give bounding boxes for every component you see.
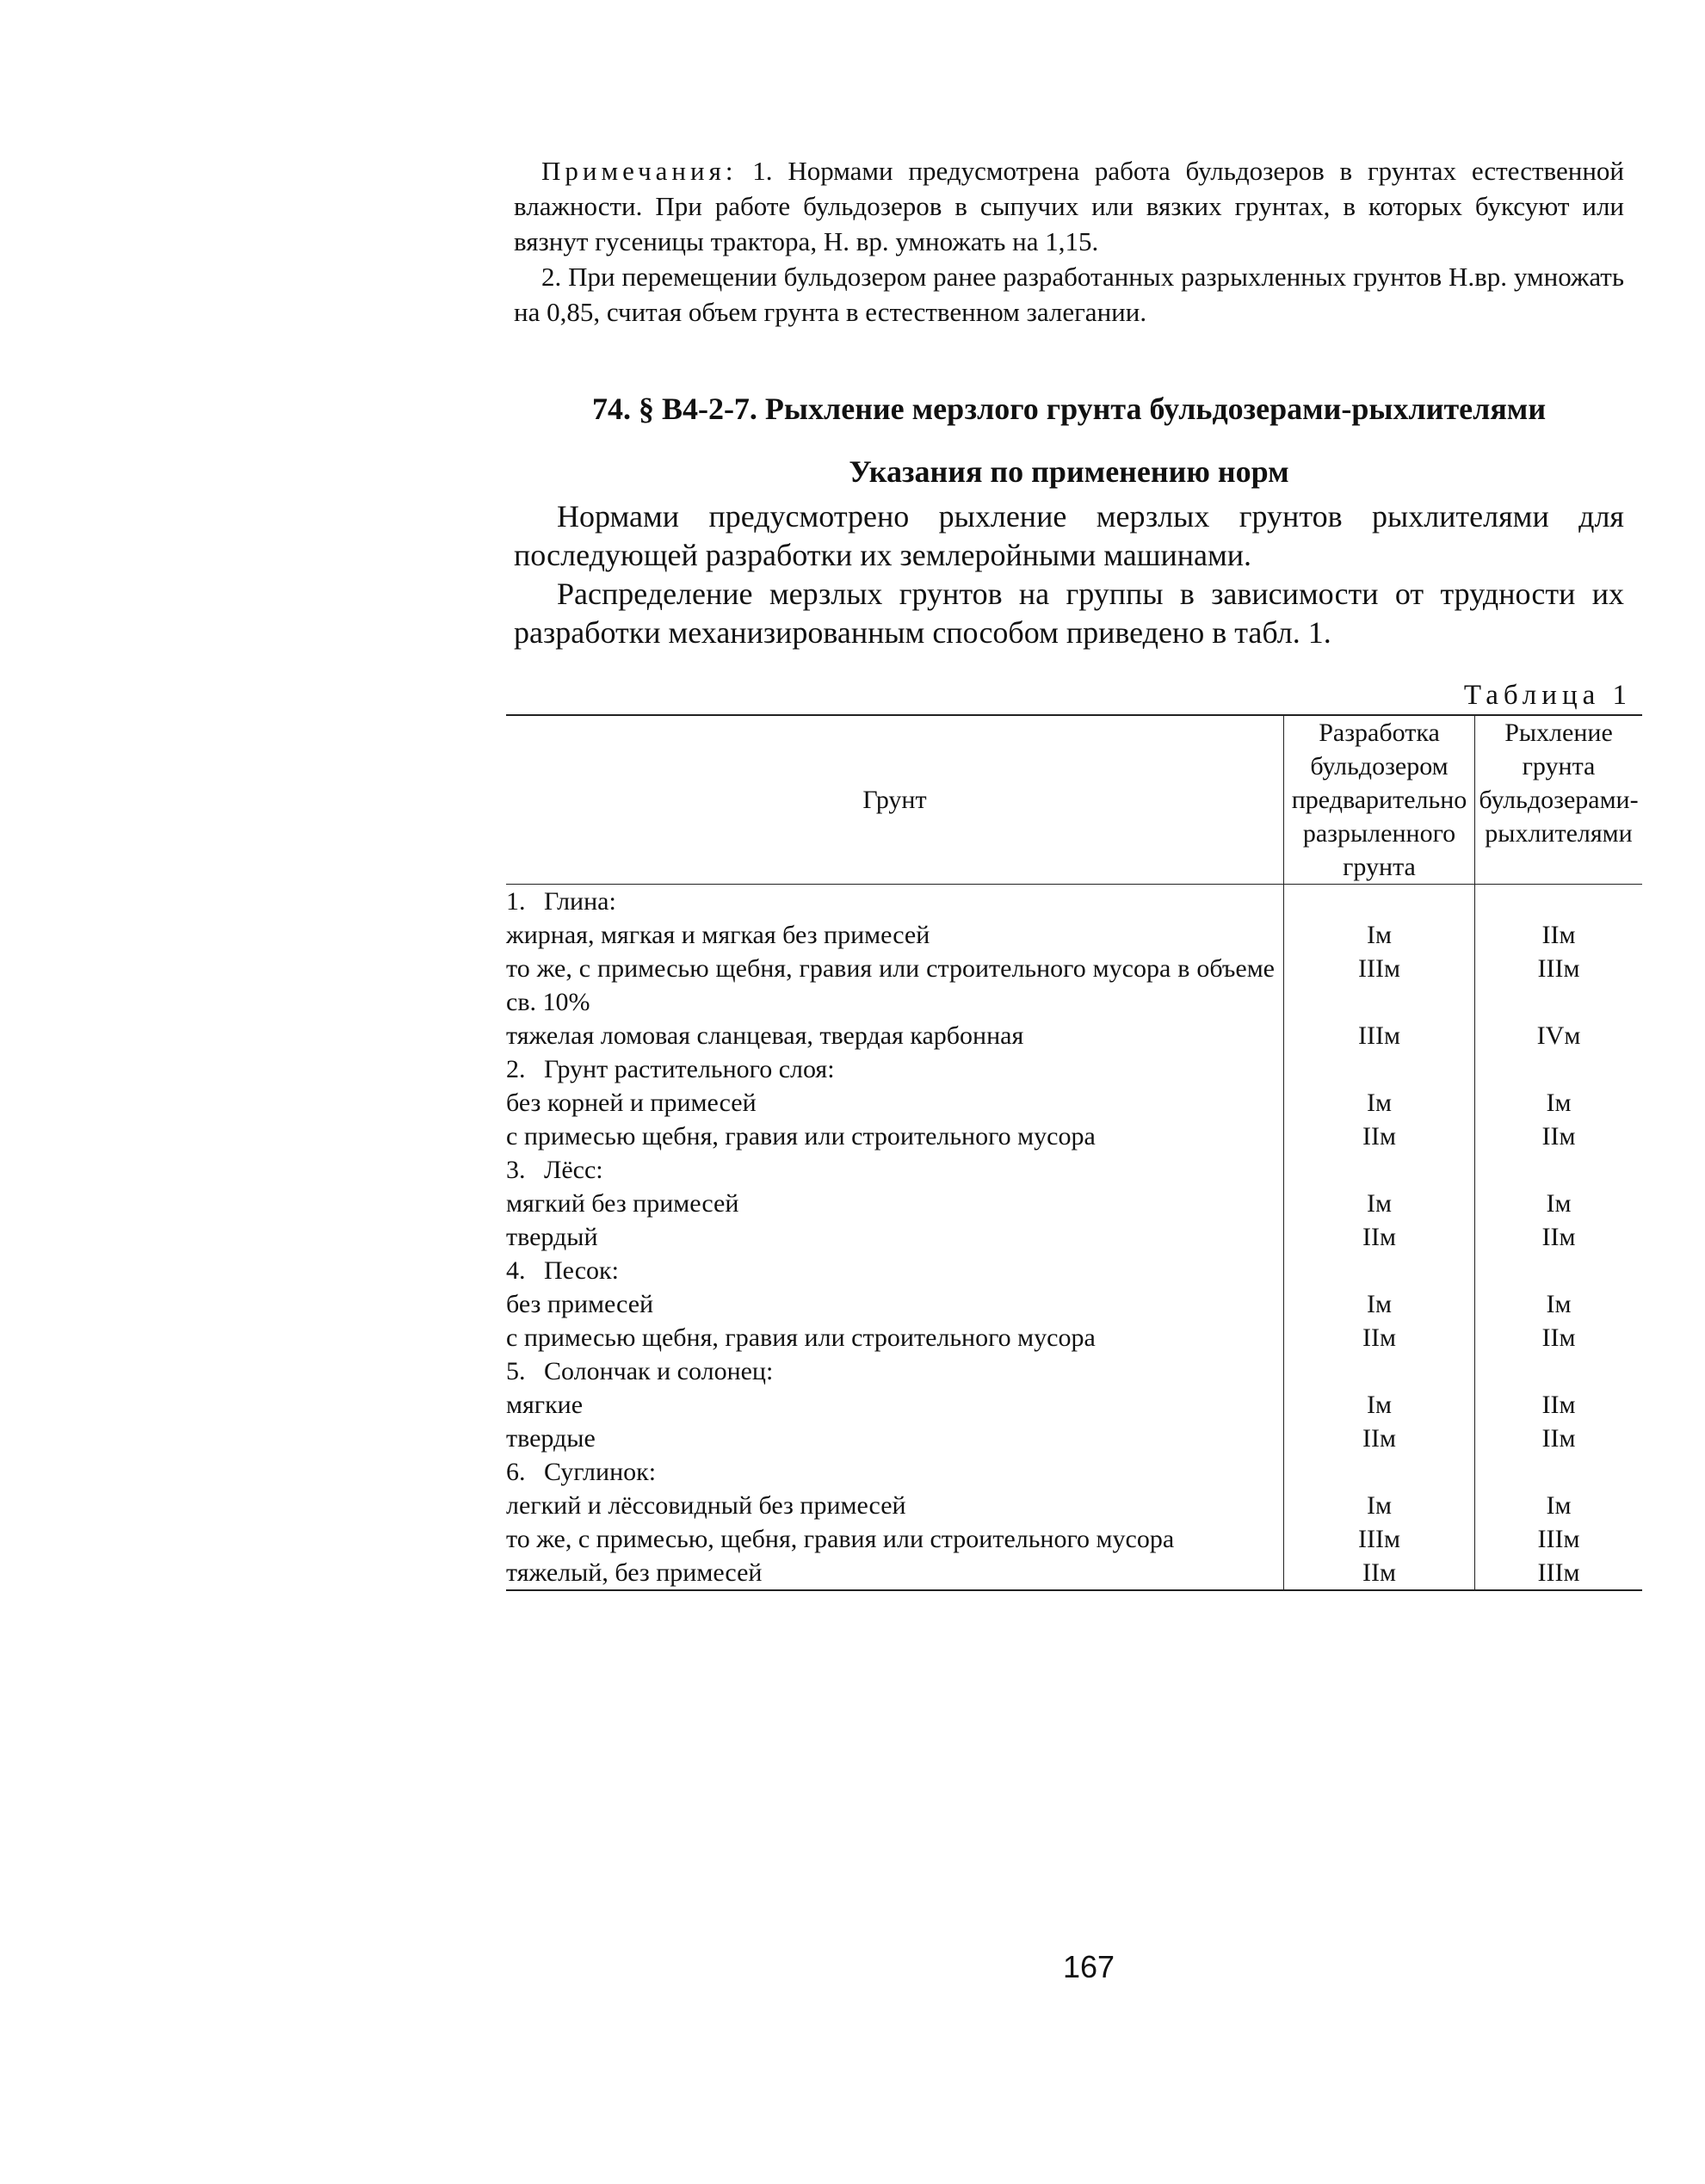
ripping-group-cell: IIм bbox=[1541, 1323, 1576, 1352]
bulldozer-group-cell: IIм bbox=[1284, 1556, 1475, 1589]
bulldozer-group-cell: IIм bbox=[1284, 1120, 1475, 1153]
soil-groups-table bbox=[506, 714, 1642, 1589]
soil-subtype: без корней и примесей bbox=[506, 1086, 1284, 1120]
group-empty-cell bbox=[1284, 1354, 1475, 1388]
group-title bbox=[506, 1153, 1284, 1187]
group-empty-cell bbox=[1284, 1052, 1475, 1086]
soil-subtype: мягкий без примесей bbox=[506, 1187, 1284, 1220]
table-row bbox=[506, 1522, 1642, 1556]
bulldozer-group-cell: IIм bbox=[1284, 1220, 1475, 1254]
soil-subtype: без примесей bbox=[506, 1287, 1284, 1321]
bulldozer-group-cell: IIIм bbox=[1284, 1522, 1475, 1556]
group-empty-cell bbox=[1475, 1254, 1643, 1287]
table-bottom-rule bbox=[506, 1589, 1642, 1591]
table-header-row bbox=[506, 714, 1642, 885]
note-1-text: 1. Нормами предусмотрена работа бульдозеров в грунтах естественной влажности. При работе бульдозеров в сыпучих или вязких грунтах, в которых буксуют или вязнут гусеницы трактора, Н. вр. умножать на 1,15. bbox=[514, 156, 1624, 256]
table-row bbox=[506, 1489, 1642, 1522]
soil-subtype: то же, с примесью, щебня, гравия или строительного мусора bbox=[506, 1522, 1284, 1556]
ripping-group-cell: Iм bbox=[1546, 1189, 1572, 1218]
subsection-title: Указания по применению норм bbox=[849, 454, 1289, 489]
table-group-row bbox=[506, 1354, 1642, 1388]
ripping-group-cell: IIIм bbox=[1537, 1558, 1580, 1587]
group-number: 4. bbox=[506, 1256, 526, 1285]
group-empty-cell bbox=[1475, 1052, 1643, 1086]
page-number: 167 bbox=[1062, 1949, 1115, 1984]
paragraph-2 bbox=[514, 575, 1624, 652]
table-group-row bbox=[506, 885, 1642, 919]
table-row bbox=[506, 1287, 1642, 1321]
soil-subtype: с примесью щебня, гравия или строительного мусора bbox=[506, 1120, 1284, 1153]
paragraph-2-text: Распределение мерзлых грунтов на группы в зависимости от трудности их разработки механизированным способом приведено в табл. 1. bbox=[514, 577, 1624, 650]
notes-block bbox=[514, 153, 1624, 330]
bulldozer-group-cell: Iм bbox=[1284, 1187, 1475, 1220]
soil-subtype: твердый bbox=[506, 1220, 1284, 1254]
header-ripping: Рыхление грунта бульдозерами-рыхлителями bbox=[1475, 714, 1643, 885]
table-body bbox=[506, 885, 1642, 1590]
soil-subtype: то же, с примесью щебня, гравия или строительного мусора в объеме св. 10% bbox=[506, 952, 1284, 1019]
soil-subtype: с примесью щебня, гравия или строительного мусора bbox=[506, 1321, 1284, 1354]
ripping-group-cell: IIм bbox=[1541, 1122, 1576, 1151]
paragraph-1-text: Нормами предусмотрено рыхление мерзлых грунтов рыхлителями для последующей разработки их землеройными машинами. bbox=[514, 499, 1624, 572]
soil-subtype: тяжелый, без примесей bbox=[506, 1556, 1284, 1589]
table-group-row bbox=[506, 1254, 1642, 1287]
bulldozer-group-cell: Iм bbox=[1284, 918, 1475, 952]
group-number: 3. bbox=[506, 1156, 526, 1184]
group-name: Песок: bbox=[544, 1256, 619, 1285]
table-group-row bbox=[506, 1052, 1642, 1086]
group-title bbox=[506, 1254, 1284, 1287]
ripping-group-cell: IIм bbox=[1541, 921, 1576, 949]
ripping-group-cell: IVм bbox=[1536, 1021, 1581, 1050]
section-title: 74. § В4-2-7. Рыхление мерзлого грунта бульдозерами-рыхлителями bbox=[591, 392, 1547, 426]
bulldozer-group-cell: Iм bbox=[1284, 1388, 1475, 1422]
group-number: 6. bbox=[506, 1458, 526, 1486]
header-soil: Грунт bbox=[506, 714, 1284, 885]
table-row bbox=[506, 918, 1642, 952]
table-caption: Таблица 1 bbox=[1463, 680, 1632, 711]
ripping-group-cell: Iм bbox=[1546, 1491, 1572, 1520]
header-bulldozer: Разработка бульдозером предварительно разрыленного грунта bbox=[1284, 714, 1475, 885]
soil-subtype: твердые bbox=[506, 1422, 1284, 1455]
group-empty-cell bbox=[1475, 1153, 1643, 1187]
table-group-row bbox=[506, 1153, 1642, 1187]
group-title bbox=[506, 1455, 1284, 1489]
bulldozer-group-cell: Iм bbox=[1284, 1086, 1475, 1120]
table-row bbox=[506, 1019, 1642, 1052]
ripping-group-cell: Iм bbox=[1546, 1290, 1572, 1318]
bulldozer-group-cell: IIм bbox=[1284, 1422, 1475, 1455]
bulldozer-group-cell: IIм bbox=[1284, 1321, 1475, 1354]
group-empty-cell bbox=[1284, 1153, 1475, 1187]
ripping-group-cell: Iм bbox=[1546, 1089, 1572, 1117]
ripping-group-cell: IIIм bbox=[1537, 954, 1580, 983]
group-empty-cell bbox=[1475, 1455, 1643, 1489]
group-number: 5. bbox=[506, 1357, 526, 1385]
group-empty-cell bbox=[1284, 885, 1475, 919]
group-title bbox=[506, 1052, 1284, 1086]
group-name: Солончак и солонец: bbox=[544, 1357, 774, 1385]
soil-subtype: жирная, мягкая и мягкая без примесей bbox=[506, 918, 1284, 952]
group-name: Суглинок: bbox=[544, 1458, 657, 1486]
ripping-group-cell: IIм bbox=[1541, 1424, 1576, 1453]
soil-subtype: легкий и лёссовидный без примесей bbox=[506, 1489, 1284, 1522]
ripping-group-cell: IIм bbox=[1541, 1391, 1576, 1419]
ripping-group-cell: IIIм bbox=[1537, 1525, 1580, 1553]
group-title bbox=[506, 885, 1284, 919]
group-empty-cell bbox=[1284, 1455, 1475, 1489]
group-title bbox=[506, 1354, 1284, 1388]
table-row bbox=[506, 1388, 1642, 1422]
table-row bbox=[506, 952, 1642, 1019]
table-group-row bbox=[506, 1455, 1642, 1489]
note-2: 2. При перемещении бульдозером ранее разработанных разрыхленных грунтов Н.вр. умножать на 0,85, считая объем грунта в естественном залегании. bbox=[514, 262, 1624, 327]
ripping-group-cell: IIм bbox=[1541, 1223, 1576, 1251]
soil-subtype: тяжелая ломовая сланцевая, твердая карбонная bbox=[506, 1019, 1284, 1052]
table-row bbox=[506, 1556, 1642, 1589]
table-row bbox=[506, 1187, 1642, 1220]
group-name: Лёсс: bbox=[544, 1156, 603, 1184]
group-empty-cell bbox=[1475, 1354, 1643, 1388]
group-name: Грунт растительного слоя: bbox=[544, 1055, 835, 1083]
bulldozer-group-cell: IIIм bbox=[1284, 952, 1475, 1019]
group-number: 1. bbox=[506, 887, 526, 916]
table-row bbox=[506, 1321, 1642, 1354]
note-1 bbox=[514, 153, 1624, 259]
group-name: Глина: bbox=[544, 887, 616, 916]
group-empty-cell bbox=[1284, 1254, 1475, 1287]
bulldozer-group-cell: Iм bbox=[1284, 1489, 1475, 1522]
group-number: 2. bbox=[506, 1055, 526, 1083]
table-row bbox=[506, 1220, 1642, 1254]
notes-label: Примечания: bbox=[541, 156, 738, 186]
soil-subtype: мягкие bbox=[506, 1388, 1284, 1422]
table-row bbox=[506, 1086, 1642, 1120]
group-empty-cell bbox=[1475, 885, 1643, 919]
paragraph-1 bbox=[514, 497, 1624, 575]
table-row bbox=[506, 1120, 1642, 1153]
bulldozer-group-cell: IIIм bbox=[1284, 1019, 1475, 1052]
bulldozer-group-cell: Iм bbox=[1284, 1287, 1475, 1321]
table-row bbox=[506, 1422, 1642, 1455]
